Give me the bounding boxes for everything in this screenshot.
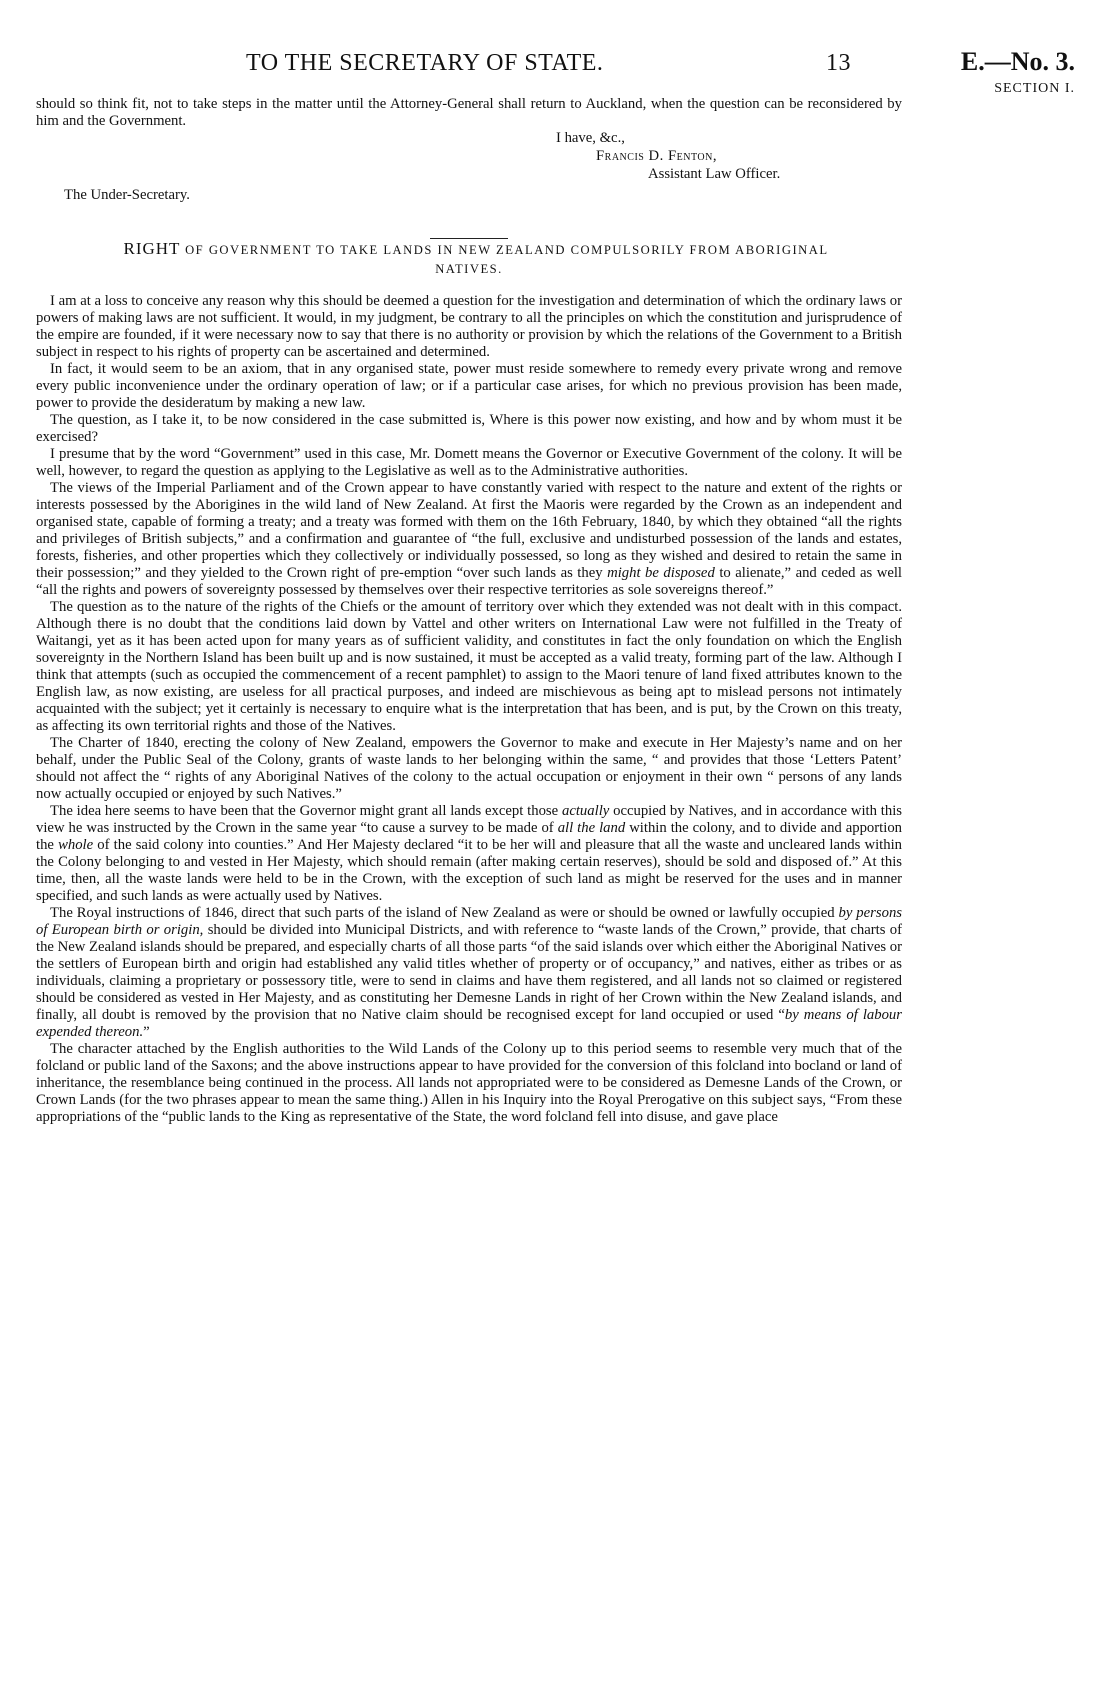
heading-line-2: NATIVES. [435,262,503,276]
article-body [36,293,902,1126]
p5-text-a: The views of the Imperial Parliament and of the Crown appear to have constantly varied with respect to the nature and extent of the rights or interests possessed by the Aborigines in the wild land of New Zealand. At first the Maoris were regarded by the Crown as an independent and organised state, capable of forming a treaty; and a treaty was formed with them on the 16th February, 1840, by which they obtained “all the rights and privileges of British subjects,” and a confirmation and guarantee of “the full, exclusive and undisturbed possession of the lands and estates, forests, fisheries, and other properties which they collectively or individually possessed, so long as they wished and desired to retain the same in their possession;” and they yielded to the Crown right of pre-emption “over such lands as they [36,480,902,581]
paragraph-9 [36,905,902,1041]
paragraph-4: I presume that by the word “Government” used in this case, Mr. Domett means the Governor or Executive Government of the colony. It will be well, however, to regard the question as applying to the Legislative as well as to the Administrative authorities. [36,446,902,479]
salutation: I have, &c., [556,130,625,146]
article-heading [36,239,902,279]
paragraph-5 [36,480,902,599]
paper-reference [875,47,1075,97]
p8-text-b: occupied by Natives, and in accordance with this view he was instructed by the Crown in the same year “to cause a survey to be made of [36,803,902,836]
paragraph-6: The question as to the nature of the rights of the Chiefs or the amount of territory over which they extended was not dealt with in this compact. Although there is no doubt that the conditions laid down by Vattel and other writers on International Law were not fulfilled in the Treaty of Waitangi, yet as it has been acted upon for many years as of sufficient validity, and constitutes in fact the only foundation on which the English sovereignty in the Northern Island has been built up and is now sustained, it must be accepted as a valid treaty, forming part of the law. Although I think that attempts (such as occupied the commencement of a recent pamphlet) to assign to the Maori tenure of land fixed attributes known to the English law, as now existing, are useless for all practical purposes, and indeed are mischievous as being apt to mislead persons not intimately acquainted with the subject; yet it certainly is necessary to enquire what is the interpretation that has been, and is put, by the Crown on this treaty, as affecting its own territorial rights and those of the Natives. [36,599,902,734]
addressee: The Under-Secretary. [64,187,190,203]
p8-italic-3: whole [58,837,94,853]
p9-italic-1: by persons of European birth or origin, [36,905,903,938]
heading-first-word: IGHT [135,239,181,258]
letter-signoff [36,130,902,226]
p8-text-a: The idea here seems to have been that the Governor might grant all lands except those [50,803,559,819]
running-title: TO THE SECRETARY OF STATE. [246,50,604,76]
p5-text-b: to alienate,” and ceded as well “all the rights and powers of sovereignty possessed by themselves over their respective territories as sole sovereigns thereof.” [36,565,903,598]
p9-text-c: ” [143,1024,150,1040]
heading-initial: R [123,239,136,258]
page-content [36,96,902,1126]
paper-number: E.—No. 3. [960,47,1075,76]
heading-rest: OF GOVERNMENT TO TAKE LANDS IN NEW ZEALAND COMPULSORILY FROM ABORIGINAL [185,243,829,257]
page-number: 13 [826,50,851,76]
paragraph-10: The character attached by the English authorities to the Wild Lands of the Colony up to this period seems to resemble very much that of the folcland or public land of the Saxons; and the above instructions appear to have provided for the conversion of this folcland into bocland or land of inheritance, the resemblance being continued in the process. All lands not appropriated were to be considered as Demesne Lands of the Crown, or Crown Lands (for the two phrases appear to mean the same thing.) Allen in his Inquiry into the Royal Prerogative on this subject says, “From these appropriations of the “public lands to the King as representative of the State, the word folcland fell into disuse, and gave place [36,1041,902,1125]
paragraph-3: The question, as I take it, to be now considered in the case submitted is, Where is this power now existing, and how and by whom must it be exercised? [36,412,902,445]
signer-title: Assistant Law Officer. [648,166,781,182]
p8-italic-2: all the land [557,820,626,836]
p9-text-b: should be divided into Municipal Districts, and with reference to “waste lands of the Crown,” provide, that charts of the New Zealand islands should be prepared, and especially charts of all those parts “of the said islands over which either the Aboriginal Natives or the settlers of European birth and origin had established any valid titles whether of property or of occupancy,” and natives, either as tribes or as individuals, claiming a proprietary or possessory title, were to send in claims and have them registered, and all lands not so claimed or registered should be considered as vested in Her Majesty, and as constituting her Demesne Lands in right of her Crown within the New Zealand islands, and finally, all doubt is removed by the provision that no Native claim should be recognised except for land occupied or used “ [36,922,903,1023]
p8-text-c: within the colony, and to divide and apportion the [36,820,903,853]
paragraph-8 [36,803,902,905]
paragraph-1: I am at a loss to conceive any reason why this should be deemed a question for the investigation and determination of which the ordinary laws or powers of making laws are not sufficient. It would, in my judgment, be contrary to all the principles on which the constitution and jurisprudence of the empire are founded, if it were necessary now to say that there is no authority or provision by which the relations of the Government to a British subject in respect to his rights of property can be ascertained and determined. [36,293,902,360]
p8-italic-1: actually [561,803,610,819]
paragraph-7: The Charter of 1840, erecting the colony of New Zealand, empowers the Governor to make and execute in Her Majesty’s name and on her behalf, under the Public Seal of the Colony, grants of waste lands to her belonging within the same, “ and provides that those ‘Letters Patent’ should not affect the “ rights of any Aboriginal Natives of the colony to the actual occupation or enjoyment in their own “ persons of any lands now actually occupied or enjoyed by such Natives.” [36,735,902,802]
p8-text-d: of the said colony into counties.” And Her Majesty declared “it to be her will and pleasure that all the waste and uncleared lands within the Colony belonging to and vested in Her Majesty, which should remain (after making certain reserves), should be sold and disposed of.” At this time, then, all the waste lands were held to be in the Crown, with the exception of such land as might be reserved for the uses and in manner specified, and such lands as were actually used by Natives. [36,837,903,904]
paragraph-2: In fact, it would seem to be an axiom, that in any organised state, power must reside somewhere to remedy every private wrong and remove every public inconvenience under the ordinary operation of law; or if a particular case arises, for which no previous provision has been made, power to provide the desideratum by making a new law. [36,361,902,411]
p9-italic-2: by means of labour expended thereon. [36,1007,902,1040]
p5-italic: might be disposed [607,565,715,581]
p9-text-a: The Royal instructions of 1846, direct that such parts of the island of New Zealand as were or should be owned or lawfully occupied [50,905,835,921]
letter-closing-text: should so think fit, not to take steps in the matter until the Attorney-General shall return to Auckland, when the question can be reconsidered by him and the Government. [36,96,902,129]
section-label: SECTION I. [994,81,1075,96]
signer-name: Francis D. Fenton, [596,148,718,164]
